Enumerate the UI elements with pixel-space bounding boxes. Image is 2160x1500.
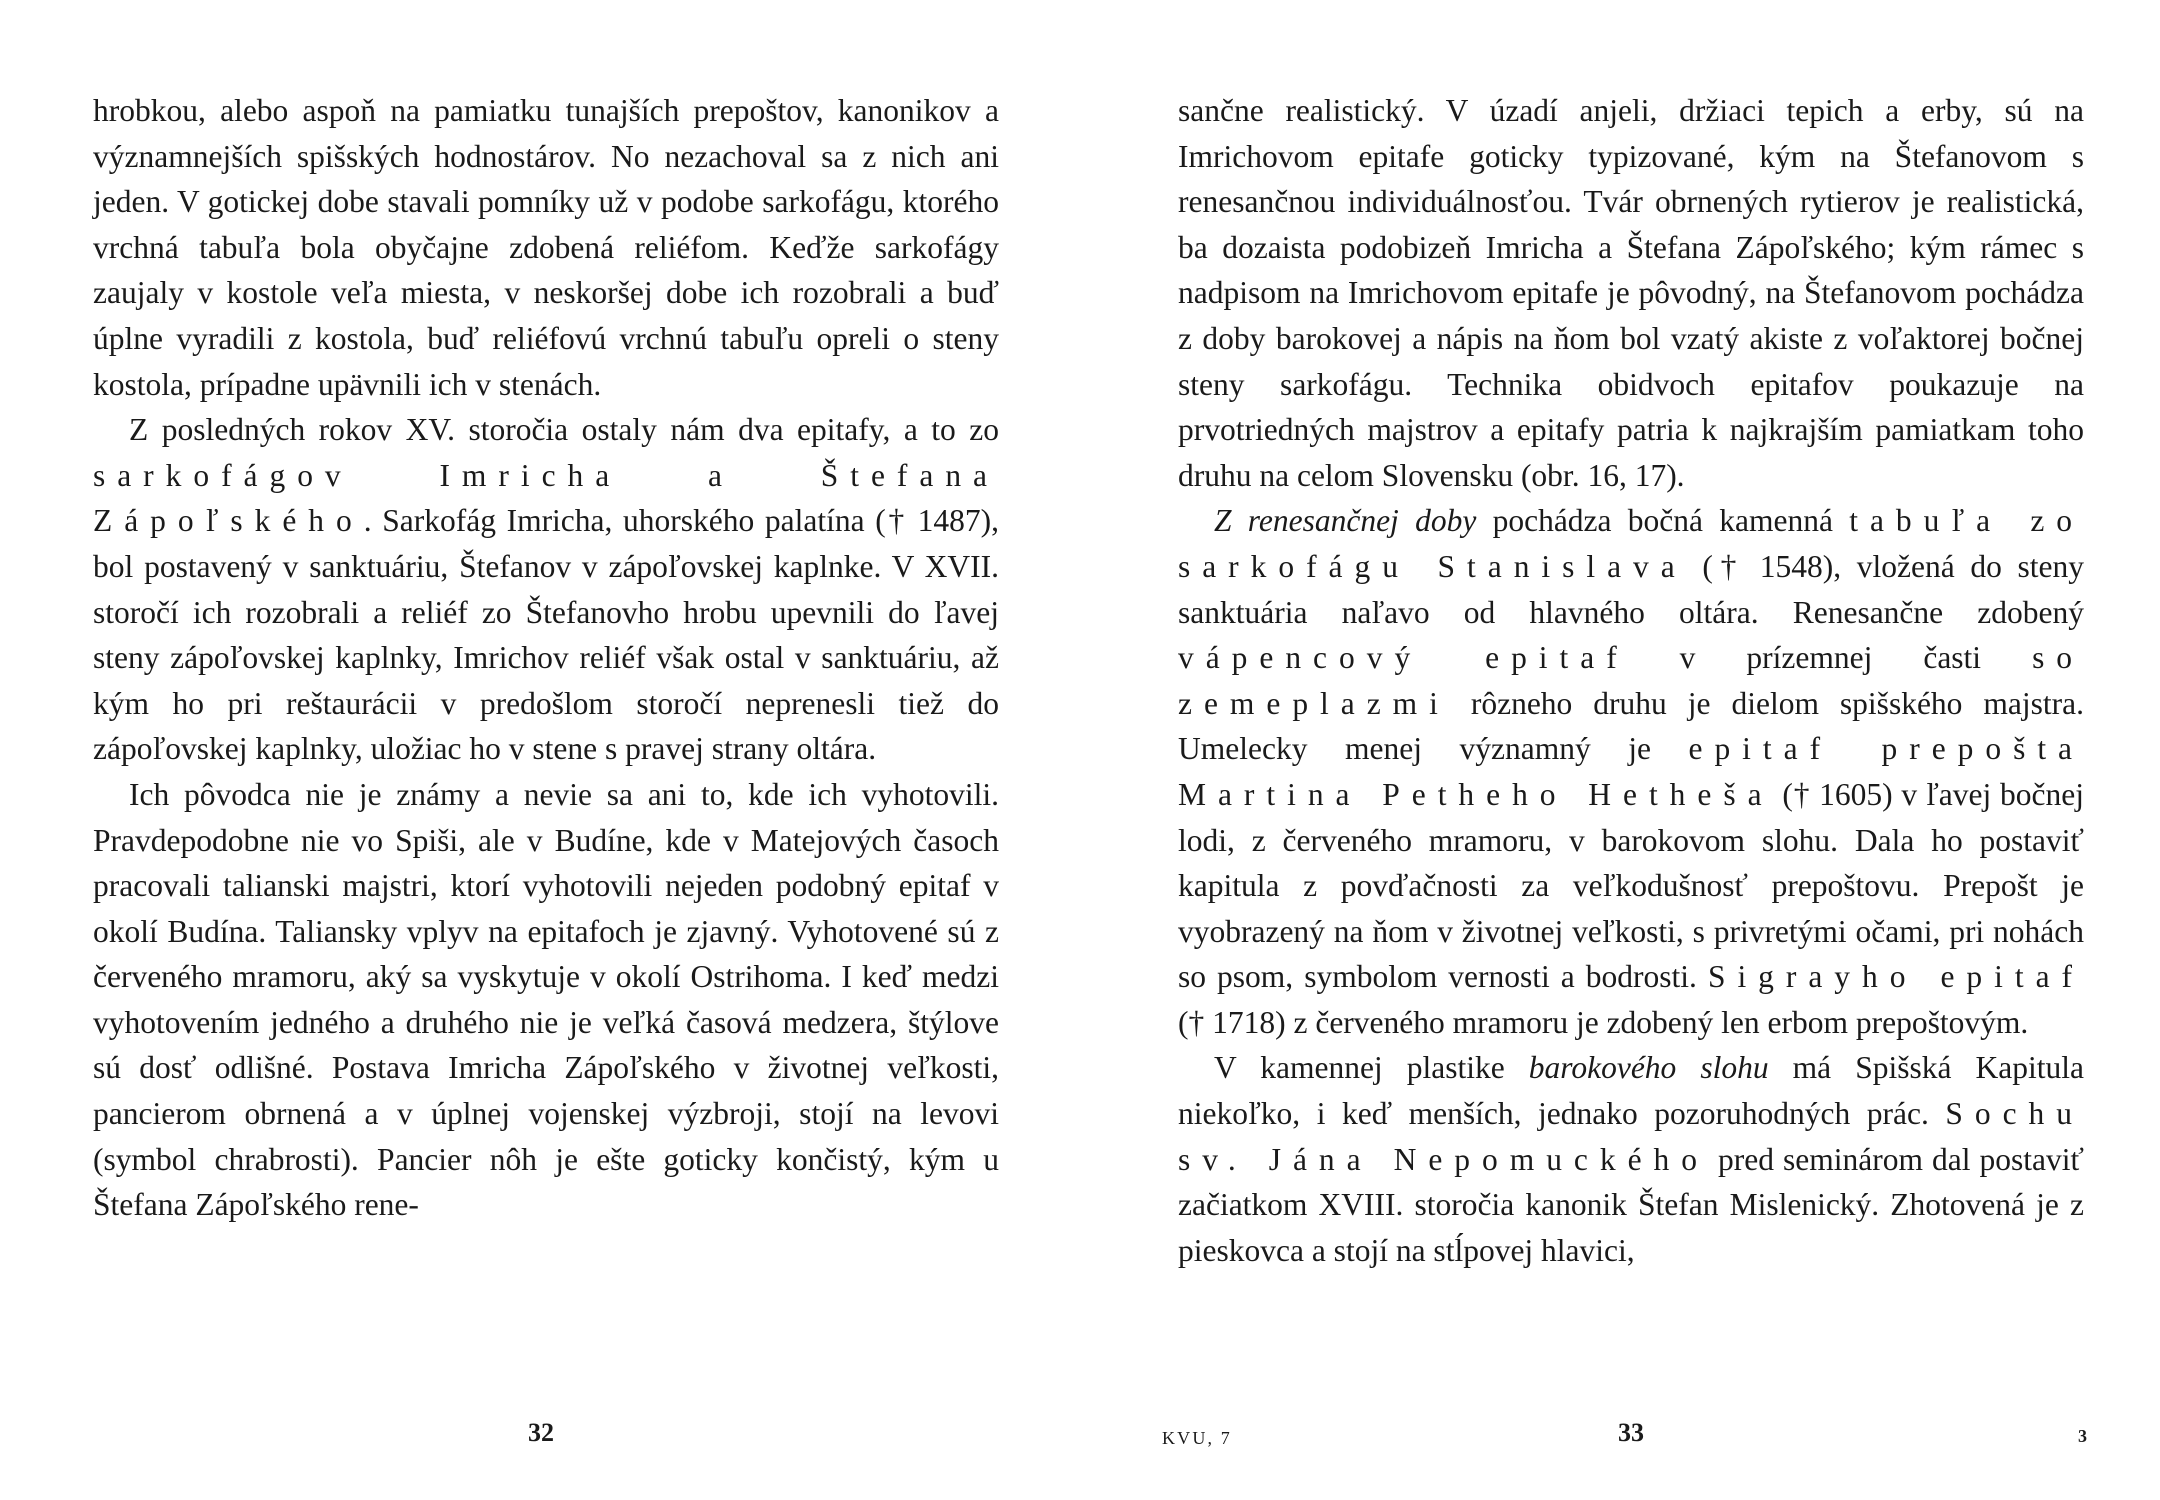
paragraph: Z renesančnej doby pochádza bočná kamenná tabuľa zo sarkofágu Stanislava († 1548), vložená do steny sanktuária naľavo od hlavného oltára. Renesančne zdobený vápencový epitaf v prízemnej časti so zemeplazmi rôzneho druhu je dielom spišského majstra. Umelecky menej významný je epitaf prepošta Martina Petheho Hetheša († 1605) v ľavej bočnej lodi, z červeného mramoru, v barokovom slohu. Dala ho postaviť kapitula z povďačnosti za veľkodušnosť prepoštovu. Prepošt je vyobrazený na ňom v životnej veľkosti, s privretými očami, pri nohách so psom, symbolom vernosti a bodrosti. Sigrayho epitaf († 1718) z červeného mramoru je zdobený len erbom prepoštovým. bbox=[1178, 503, 2085, 1040]
printer-signature: KVU, 7 bbox=[1162, 1428, 1232, 1448]
paragraph: Ich pôvodca nie je známy a nevie sa ani to, kde ich vyhotovili. Pravdepodobne nie vo Spiši, ale v Budíne, kde v Matejových časoch pracovali talianski majstri, ktorí vyhotovili nejeden podobný epitaf v okolí Budína. Taliansky vplyv na epitafoch je zjavný. Vyhotovené sú z červeného mramoru, aký sa vyskytuje v okolí Ostrihoma. I keď medzi vyhotovením jedného a druhého nie je veľká časová medzera, štýlove sú dosť odlišné. Postava Imricha Zápoľského v životnej veľkosti, pancierom obrnená a v úplnej vojenskej výzbroji, stojí na levovi (symbol chrabrosti). Pancier nôh je ešte goticky končistý, kým u Štefana Zápoľského rene- bbox=[93, 776, 999, 1223]
paragraph: sančne realistický. V úzadí anjeli, držiaci tepich a erby, sú na Imrichovom epitafe goticky typizované, kým na Štefanovom s renesančnou individuálnosťou. Tvár obrnených rytierov je realistická, ba dozaista podobizeň Imricha a Štefana Zápoľského; kým rámec s nadpisom na Imrichovom epitafe je pôvodný, na Štefanovom pochádza z doby barokovej a nápis na ňom bol vzatý akiste z voľaktorej bočnej steny sarkofágu. Technika obidvoch epitafov poukazuje na prvotriedných majstrov a epitafy patria k najkrajším pamiatkam toho druhu na celom Slovensku (obr. 16, 17). bbox=[1178, 93, 2084, 493]
spaced-emphasis: vápencový epitaf bbox=[1178, 640, 1629, 676]
paragraph: hrobkou, alebo aspoň na pamiatku tunajších prepoštov, kanonikov a významnejších spišských hodnostárov. No nezachoval sa z nich ani jeden. V gotickej dobe stavali pomníky už v podobe sarkofágu, ktorého vrchná tabuľa bola obyčajne zdobená reliéfom. Keďže sarkofágy zaujaly v kostole veľa miesta, v neskoršej dobe ich rozobrali a buď úplne vyradili z kostola, buď reliéfovú vrchnú tabuľu opreli o steny kostola, prípadne upävnili ich v stenách. bbox=[93, 93, 999, 402]
paragraph: V kamennej plastike barokového slohu má Spišská Kapitula niekoľko, i keď menších, jednako pozoruhodných prác. Sochu sv. Jána Nepomuckého pred seminárom dal postaviť začiatkom XVIII. storočia kanonik Štefan Mislenický. Zhotovená je z pieskovca a stojí na stĺpovej hlavici, bbox=[1178, 1050, 2085, 1268]
paragraph: Z posledných rokov XV. storočia ostaly nám dva epitafy, a to zo sarkofágov Imricha a Štefana Zápoľského. Sarkofág Imricha, uhorského palatína († 1487), bol postavený v sanktuáriu, Štefanov v zápoľovskej kaplnke. V XVII. storočí ich rozobrali a reliéf zo Štefanovho hrobu upevnili do ľavej steny zápoľovskej kaplnky, Imrichov reliéf však ostal v sanktuáriu, až kým ho pri reštaurácii v predošlom storočí neprenesli tiež do zápoľovskej kaplnky, uložiac ho v stene s pravej strany oltára. bbox=[93, 412, 999, 767]
right-page-text bbox=[1178, 88, 2084, 1273]
right-page bbox=[1080, 0, 2160, 1500]
left-page-text bbox=[93, 88, 999, 1228]
spaced-emphasis: epitaf prepošta Martina Petheho Hetheša bbox=[1178, 731, 2085, 812]
spaced-emphasis: Sigrayho epitaf bbox=[1707, 959, 2085, 995]
spaced-emphasis: so zemeplazmi bbox=[1178, 640, 2085, 721]
italic-emphasis: Z renesančnej doby bbox=[1214, 503, 1477, 539]
spaced-emphasis: sarkofágov Imricha a Štefana Zápoľského bbox=[93, 457, 999, 539]
signature-mark: 3 bbox=[2078, 1426, 2087, 1446]
page-number: 33 bbox=[1618, 1418, 1644, 1447]
page-number: 32 bbox=[528, 1418, 554, 1447]
spaced-emphasis: Sochu sv. Jána Nepomuckého bbox=[1178, 1096, 2084, 1177]
spaced-emphasis: tabuľa zo sarkofágu Stanislava bbox=[1178, 503, 2084, 584]
italic-emphasis: barokového slohu bbox=[1528, 1050, 1769, 1086]
